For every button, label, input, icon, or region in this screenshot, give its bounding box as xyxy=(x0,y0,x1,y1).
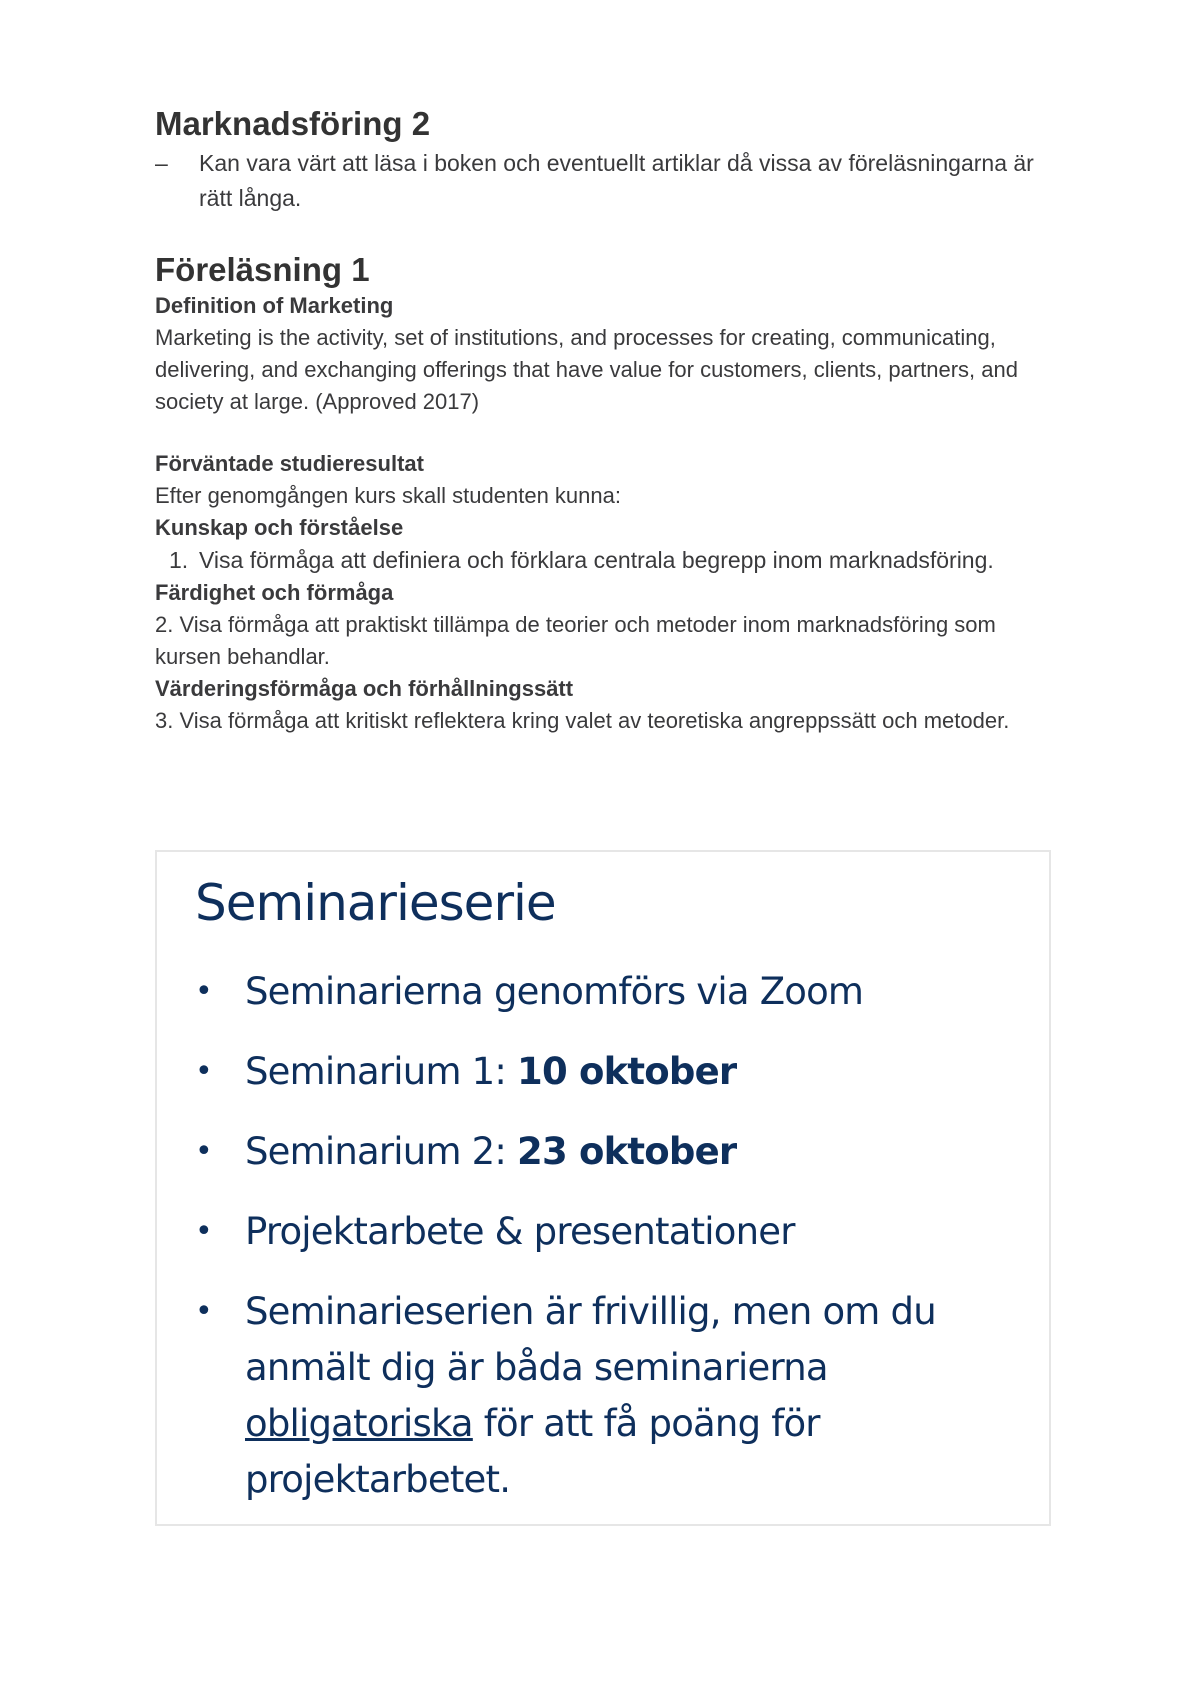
bullet-icon: • xyxy=(195,1134,212,1169)
seminar-2-date: 23 oktober xyxy=(517,1130,737,1173)
definition-heading: Definition of Marketing xyxy=(155,293,394,318)
note-text: Kan vara värt att läsa i boken och eventuellt artiklar då vissa av föreläsningarna är rätt långa. xyxy=(199,150,1034,211)
item-number: 1. xyxy=(169,547,189,573)
bullet-icon: • xyxy=(195,1054,212,1089)
bullet-text: Seminarieserien är frivillig, men om du anmält dig är båda seminarierna xyxy=(245,1290,936,1389)
mandatory-emphasis: obligatoriska xyxy=(245,1402,473,1445)
list-item xyxy=(195,1124,1015,1180)
bullet-icon: • xyxy=(195,974,212,1009)
skills-heading: Färdighet och förmåga xyxy=(155,580,394,605)
skills-text: 2. Visa förmåga att praktiskt tillämpa de teorier och metoder inom marknadsföring som kursen behandlar. xyxy=(155,612,996,669)
values-heading: Värderingsförmåga och förhållningssätt xyxy=(155,676,574,701)
document-body xyxy=(155,104,1055,737)
slide-title: Seminarieserie xyxy=(195,874,556,932)
list-item xyxy=(195,964,1015,1020)
knowledge-item xyxy=(155,544,1055,577)
bullet-text: Projektarbete & presentationer xyxy=(245,1210,795,1253)
outcomes-intro: Efter genomgången kurs skall studenten kunna: xyxy=(155,483,621,508)
dash-marker: – xyxy=(155,150,168,176)
seminar-1-date: 10 oktober xyxy=(517,1050,737,1093)
bullet-text: Seminarierna genomförs via Zoom xyxy=(245,970,864,1013)
list-item xyxy=(195,1204,1015,1260)
definition-text: Marketing is the activity, set of institutions, and processes for creating, communicating, delivering, and exchanging offerings that have value for customers, clients, partners, and society at large. (Approved 2017) xyxy=(155,325,1018,414)
knowledge-heading: Kunskap och förståelse xyxy=(155,515,404,540)
note-list xyxy=(155,146,1055,216)
knowledge-text: Visa förmåga att definiera och förklara centrala begrepp inom marknadsföring. xyxy=(199,547,994,573)
outcomes-heading: Förväntade studieresultat xyxy=(155,451,424,476)
bullet-text: Seminarium 1: xyxy=(245,1050,518,1093)
bullet-icon: • xyxy=(195,1214,212,1249)
bullet-icon: • xyxy=(195,1294,212,1329)
slide-bullets xyxy=(195,964,1015,1532)
values-text: 3. Visa förmåga att kritiskt reflektera kring valet av teoretiska angreppssätt och metoder. xyxy=(155,708,1010,733)
lecture-title: Föreläsning 1 xyxy=(155,251,370,288)
list-item xyxy=(155,146,1055,216)
slide-image xyxy=(155,850,1051,1526)
page-title: Marknadsföring 2 xyxy=(155,105,431,142)
bullet-text-suffix: för att få poäng för projektarbetet. xyxy=(245,1402,820,1501)
list-item xyxy=(195,1044,1015,1100)
list-item xyxy=(195,1284,1015,1508)
bullet-text: Seminarium 2: xyxy=(245,1130,518,1173)
